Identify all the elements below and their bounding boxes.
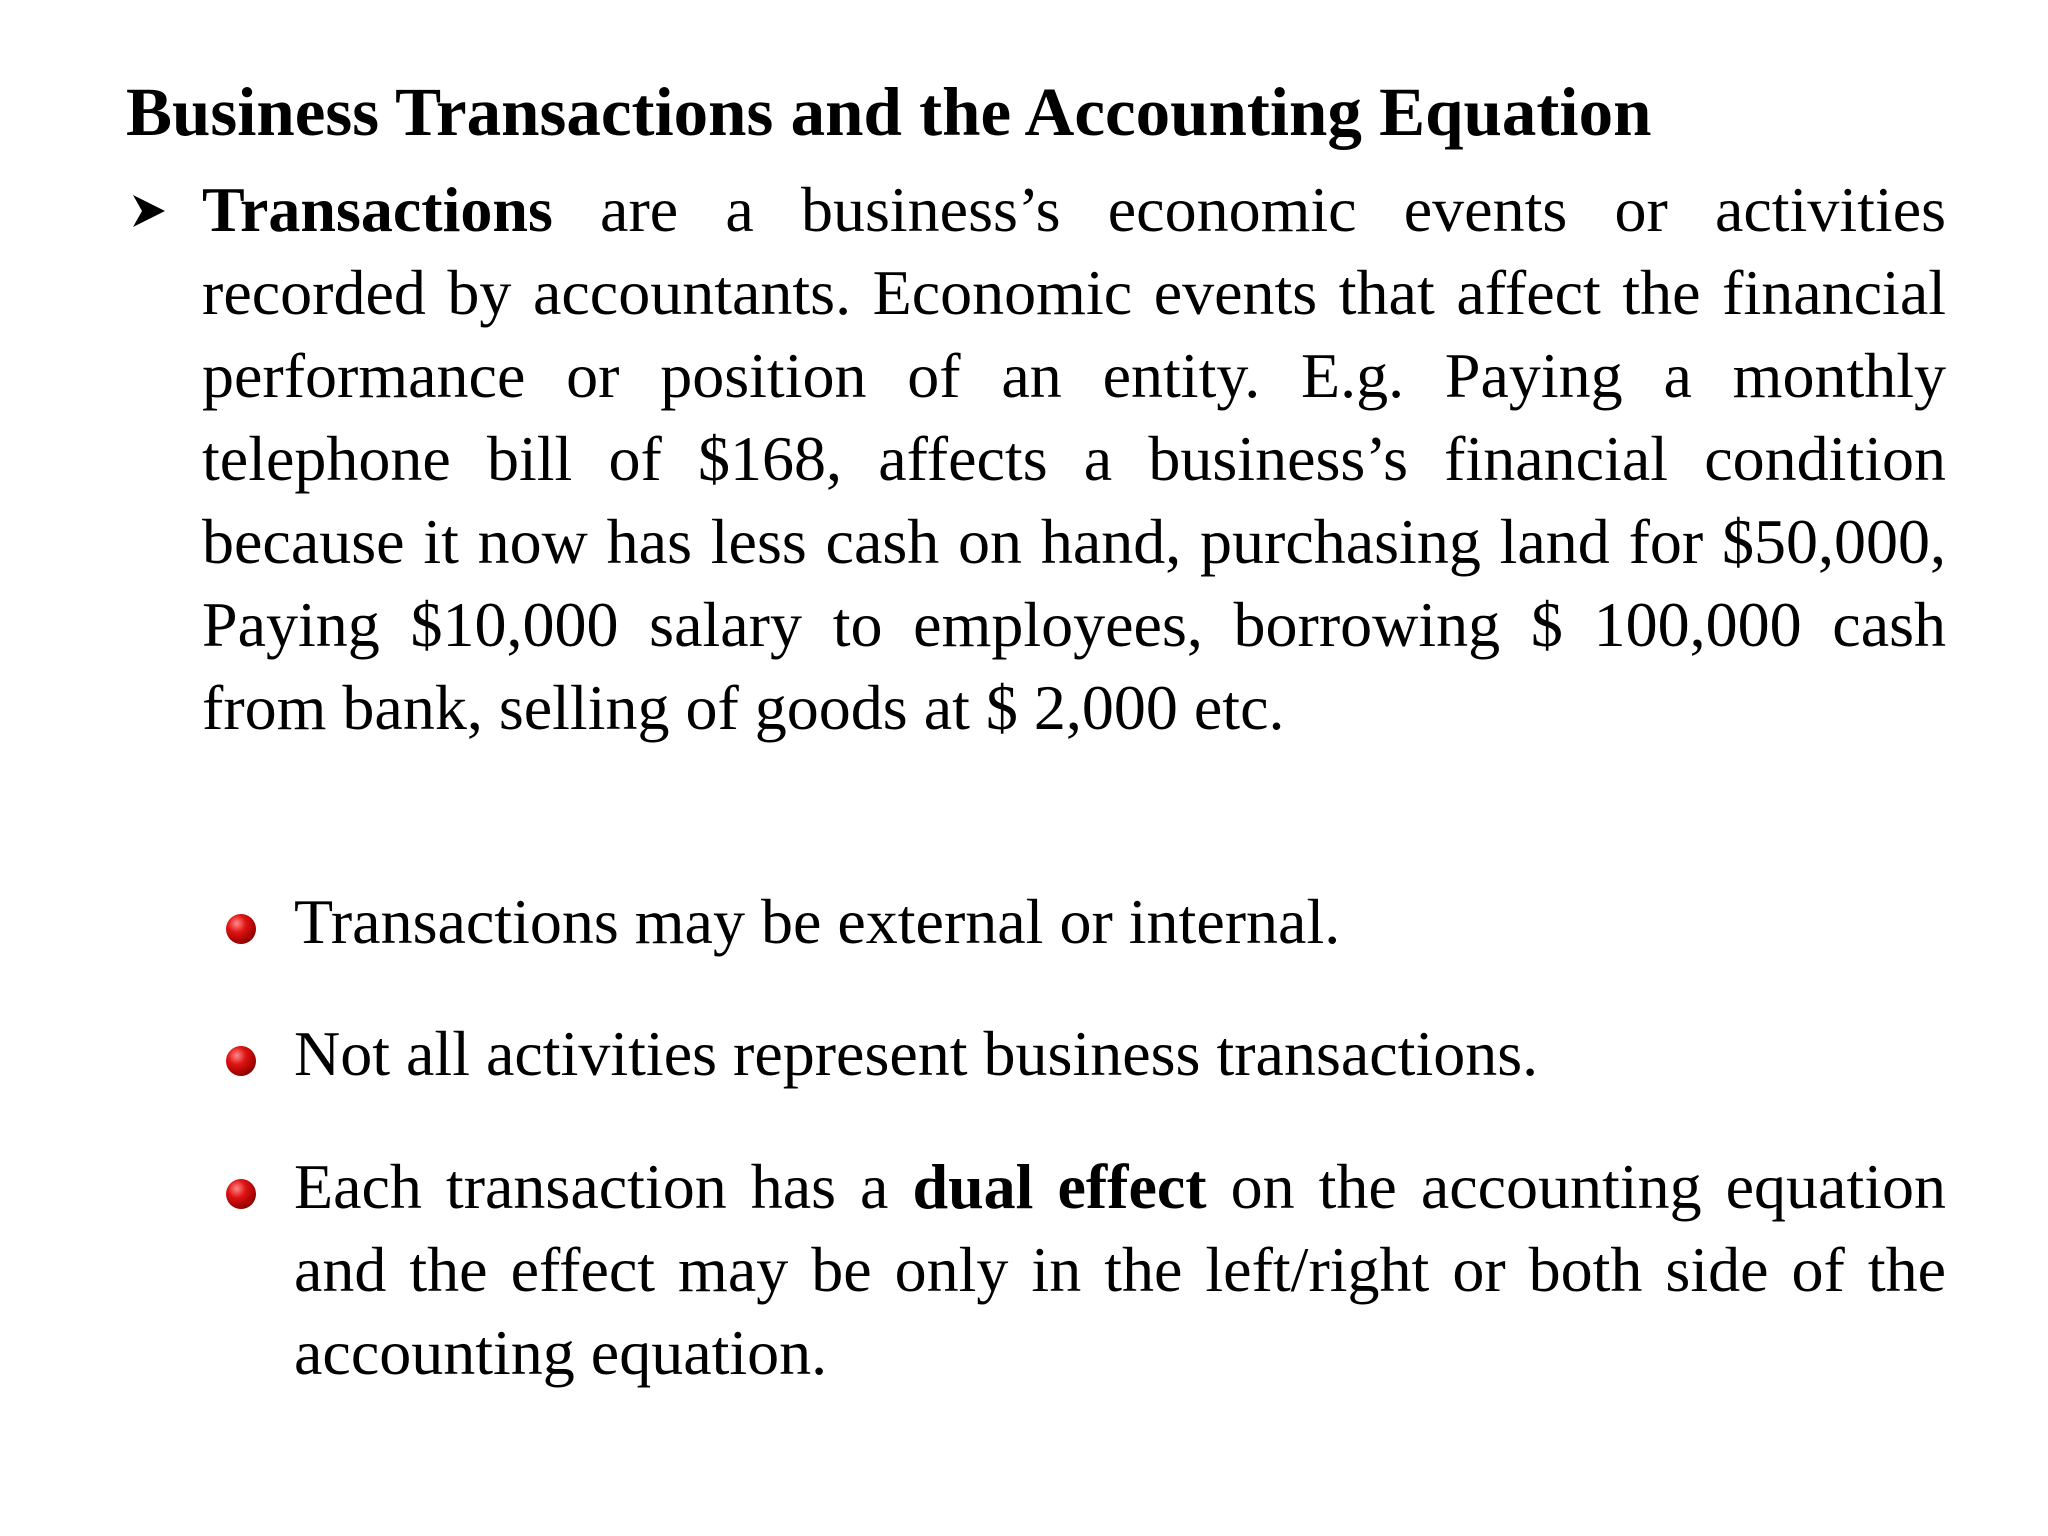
- slide-title: Business Transactions and the Accounting Equation: [126, 74, 1652, 150]
- main-bullet-point: [126, 168, 1946, 749]
- main-bullet-body: are a business’s economic events or activities recorded by accountants. Economic events that affect the financial performance or position of an entity. E.g. Paying a monthly telephone bill of $168, affects a business’s financial condition because it now has less cash on hand, purchasing land for $50,000, Paying $10,000 salary to employees, borrowing $ 100,000 cash from bank, selling of goods at $ 2,000 etc.: [202, 174, 1946, 743]
- sub-bullet-item: [224, 1145, 1946, 1394]
- arrowhead-bullet-icon: [132, 194, 166, 228]
- sub-bullet-item: [224, 880, 1946, 963]
- sub-bullet-item: [224, 1012, 1946, 1095]
- sub-bullet-text-before: Each transaction has a: [294, 1151, 913, 1222]
- bold-term-dual-effect: dual effect: [912, 1151, 1207, 1222]
- sub-bullet-text: [294, 1145, 1946, 1394]
- red-sphere-bullet-icon: [226, 1179, 256, 1209]
- sub-bullet-text-after: on the accounting equation and the effect may be only in the left/right or both side of the accounting equation.: [294, 1151, 1947, 1388]
- main-bullet-text: [202, 168, 1946, 749]
- red-sphere-bullet-icon: [226, 1046, 256, 1076]
- red-sphere-bullet-icon: [226, 914, 256, 944]
- bold-term-transactions: Transactions: [202, 174, 553, 245]
- sub-bullet-text: Transactions may be external or internal.: [294, 886, 1341, 957]
- sub-bullet-text: Not all activities represent business transactions.: [294, 1018, 1539, 1089]
